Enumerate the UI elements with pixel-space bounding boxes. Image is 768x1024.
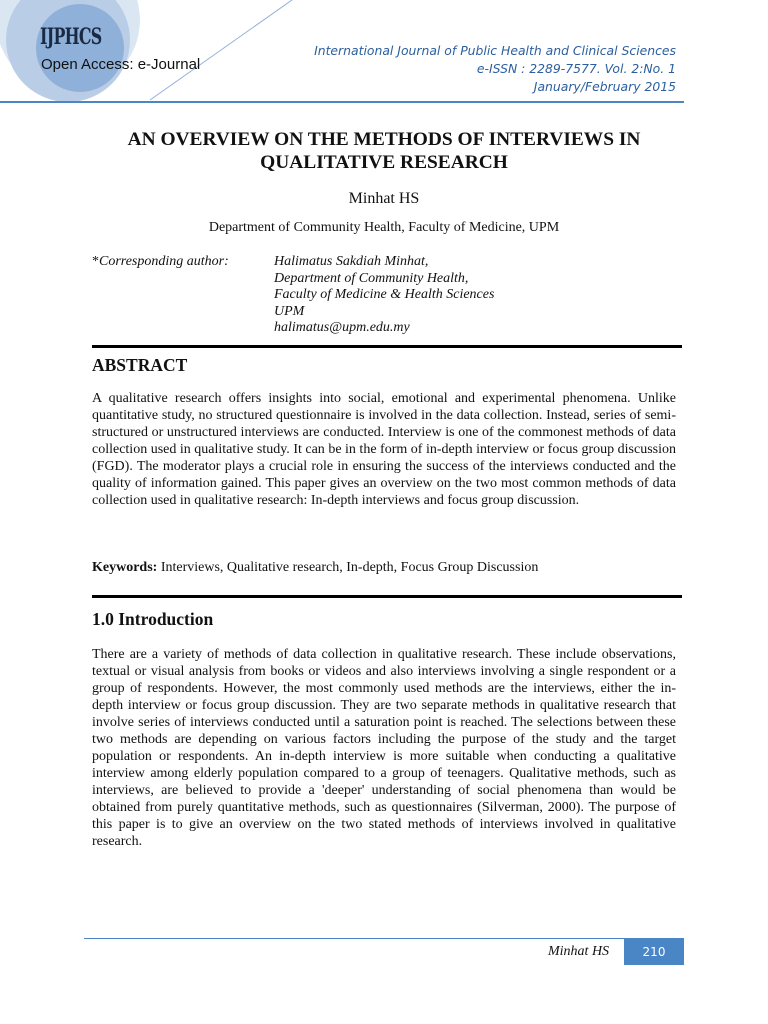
journal-logo xyxy=(0,0,300,110)
corresponding-name: Halimatus Sakdiah Minhat, xyxy=(274,254,429,269)
keywords-list: Interviews, Qualitative research, In-depth, Focus Group Discussion xyxy=(160,560,539,575)
corresponding-details xyxy=(274,254,494,337)
journal-date: January/February 2015 xyxy=(533,79,676,94)
title-line-1: AN OVERVIEW ON THE METHODS OF INTERVIEWS IN xyxy=(127,129,641,150)
corresponding-label-text: Corresponding author: xyxy=(99,254,229,269)
footer-author: Minhat HS xyxy=(548,944,610,959)
section-divider xyxy=(92,595,682,598)
section-divider xyxy=(92,345,682,348)
header-divider xyxy=(0,101,684,103)
keywords-label: Keywords: xyxy=(92,560,158,575)
corresponding-label xyxy=(92,254,229,271)
logo-circles-graphic xyxy=(0,0,300,110)
abstract-heading: ABSTRACT xyxy=(92,355,188,375)
article-title xyxy=(80,128,688,174)
introduction-heading: 1.0 Introduction xyxy=(92,609,214,629)
corresponding-dept: Department of Community Health, xyxy=(274,270,469,286)
journal-issn: e-ISSN : 2289-7577. Vol. 2:No. 1 xyxy=(476,61,676,76)
author-department: Department of Community Health, Faculty of Medicine, UPM xyxy=(208,220,560,235)
abstract-text: A qualitative research offers insights into social, emotional and experimental phenomena. Unlike quantitative study, no structured questionnaire is involved in the data collection. Instead, series of semi-structured or unstructured interviews are conducted. Interview is one of the commonest methods of data collection used in qualitative study. It can be in the form of in-depth interview or focus group discussion (FGD). The moderator plays a crucial role in ensuring the success of the interviews conducted and the quality of information gained. This paper gives an overview on the two most common methods of data collection used in qualitative research: In-depth interviews and focus group discussion. xyxy=(92,391,676,508)
journal-info xyxy=(314,42,676,96)
introduction-text: There are a variety of methods of data collection in qualitative research. These include observations, textual or visual analysis from books or videos and also interviews involving a single respondent or a group of respondents. However, the most commonly used methods are the interviews, either the in-depth interview or focus group discussion. They are two separate methods in qualitative research that involve series of interviews conducted until a saturation point is reached. The selections between these two methods are depending on various factors including the purpose of the study and the target population or respondents. An in-depth interview is more suitable when conducting a qualitative interview among elderly population compared to a group of teenagers. Qualitative methods, such as interviews, are believed to provide a 'deeper' understanding of social phenomena than would be obtained from purely quantitative methods, such as questionnaires (Silverman, 2000). The purpose of this paper is to give an overview on the two stated methods of interviews involved in qualitative research. xyxy=(92,647,676,849)
keywords xyxy=(92,560,538,576)
logo-text: IJPHCS xyxy=(40,24,102,50)
corresponding-asterisk: * xyxy=(92,254,99,269)
corresponding-university: UPM xyxy=(274,303,305,319)
journal-name: International Journal of Public Health and Clinical Sciences xyxy=(314,43,676,58)
corresponding-email[interactable]: halimatus@upm.edu.my xyxy=(274,320,410,335)
footer-divider xyxy=(84,938,684,939)
logo-subtitle: Open Access: e-Journal xyxy=(41,56,201,73)
article-author: Minhat HS xyxy=(348,190,420,207)
page-number: 210 xyxy=(624,939,684,965)
corresponding-faculty: Faculty of Medicine & Health Sciences xyxy=(274,287,495,302)
title-line-2: QUALITATIVE RESEARCH xyxy=(260,152,508,173)
